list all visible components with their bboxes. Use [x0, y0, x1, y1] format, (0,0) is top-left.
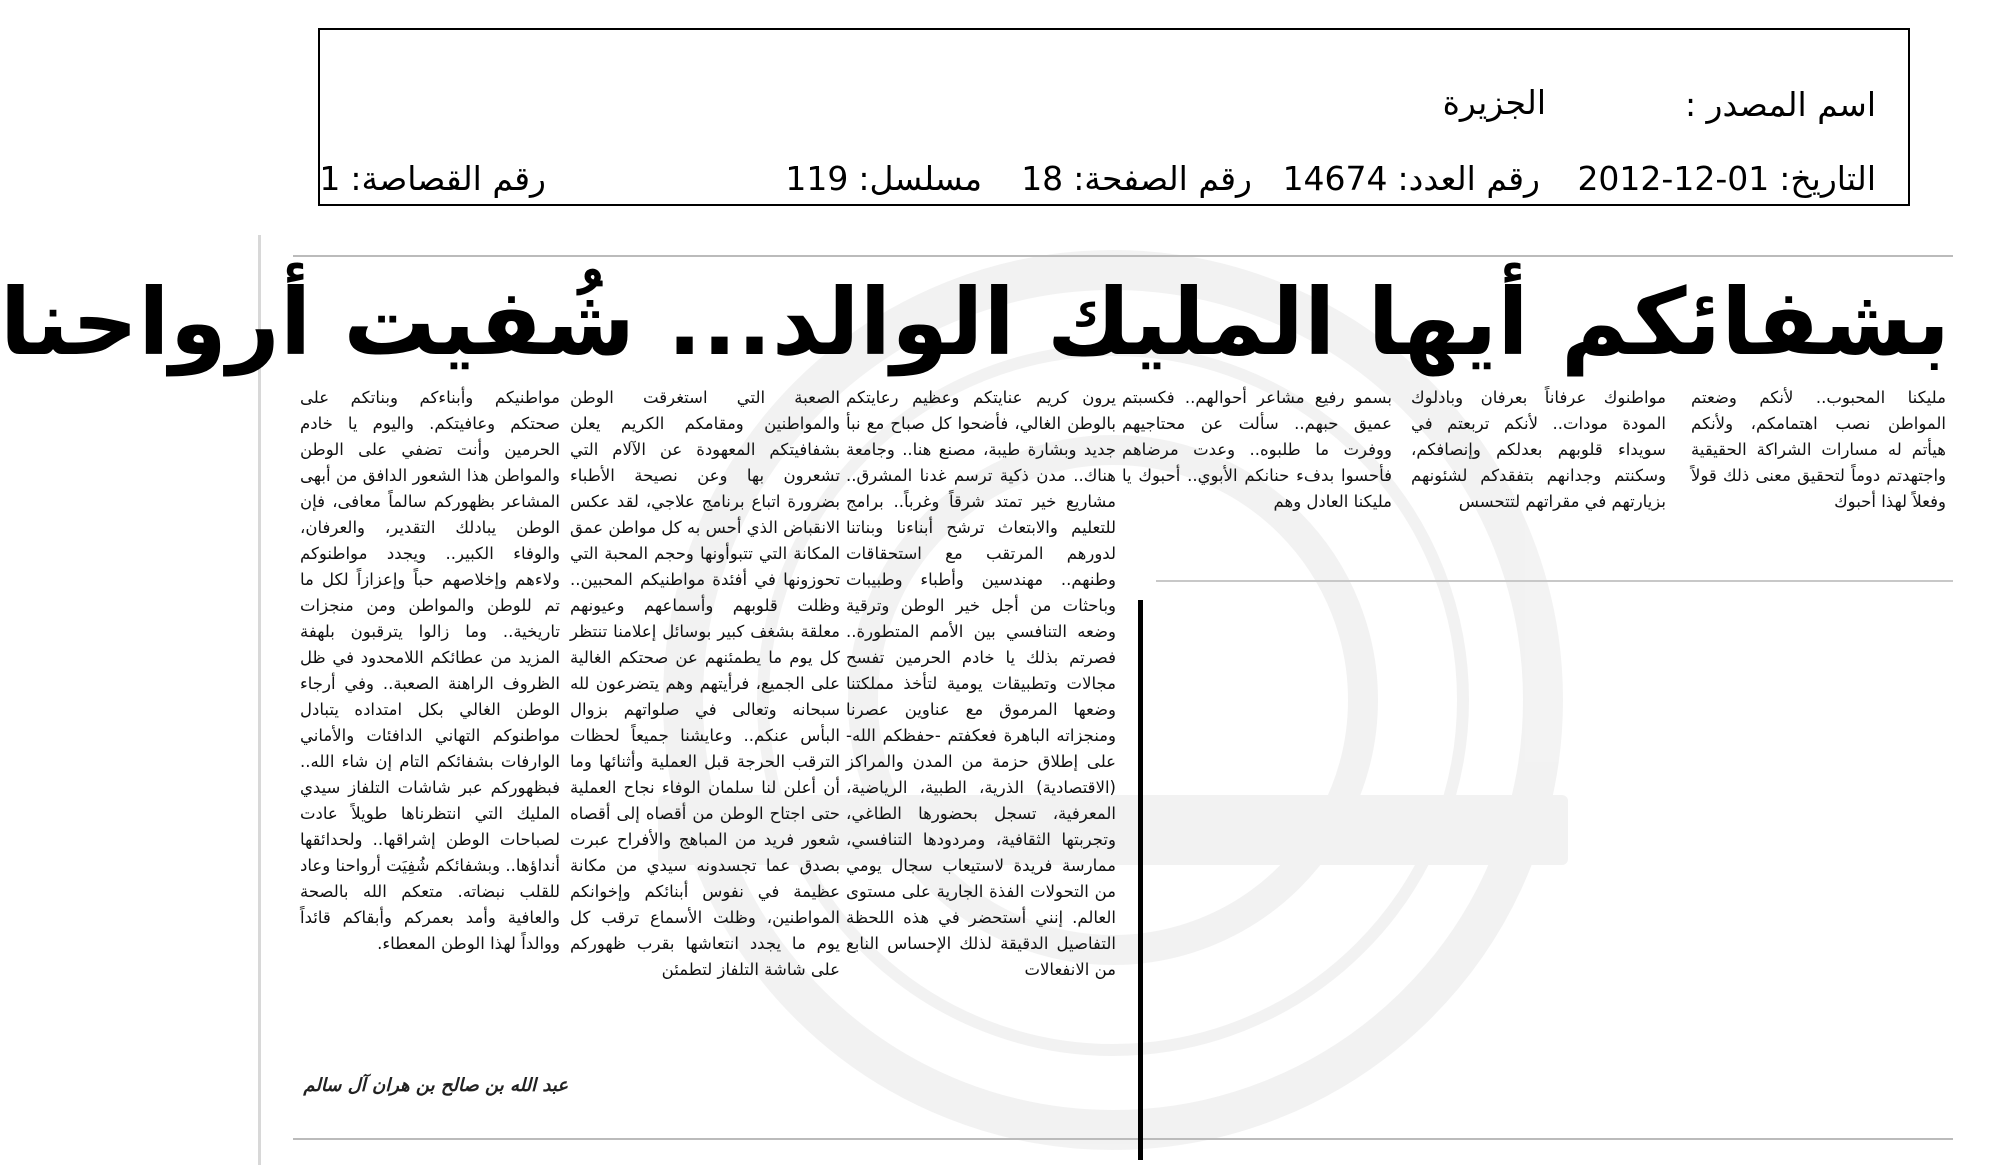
date-label: التاريخ: [1779, 159, 1876, 198]
serial-value: 119 [785, 159, 849, 198]
bottom-rule [293, 1138, 1953, 1140]
clip-label: رقم القصاصة: [350, 159, 546, 198]
article-column-3: بسمو رفيع مشاعر أحوالهم.. فكسبتم عميق حبهم.. سألت عن محتاجيهم ووفرت ما طلبوه.. وعدت مرضاهم فأحسوا بدفء حنانكم الأبوي.. أحبوك يا مليكنا العادل وهم [1122, 388, 1392, 511]
article-column-6: مواطنيكم وأبناءكم وبناتكم على صحتكم وعافيتكم. واليوم يا خادم الحرمين وأنت تضفي على الوطن والمواطن هذا الشعور الدافق من أبهى المشاعر بظهوركم سالماً معافى، فإن الوطن يبادلك التقدير، والعرفان، والوفاء الكبير.. ويجدد مواطنوكم ولاءهم وإخلاصهم حباً وإعزازاً لكل ما تم للوطن والمواطن ومن منجزات تاريخية.. وما زالوا يترقبون بلهفة المزيد من عطائكم اللامحدود في ظل الظروف الراهنة الصعبة.. وفي أرجاء الوطن الغالي بكل امتداده يتبادل مواطنوكم التهاني الدافئات والأماني الوارفات بشفائكم التام إن شاء الله.. فبظهوركم عبر شاشات التلفاز سيدي المليك التي انتظرناها طويلاً عادت لصباحات الوطن إشراقها.. ولحدائقها أنداؤها.. وبشفائكم شُفِيَت أرواحنا وعاد للقلب نبضاته. متعكم الله بالصحة والعافية وأمد بعمركم وأبقاكم قائداً ووالداً لهذا الوطن المعطاء. [300, 388, 560, 953]
page-field [1021, 159, 1252, 198]
source-label: اسم المصدر : [1684, 85, 1876, 124]
issue-value: 14674 [1282, 159, 1388, 198]
clip-value: 1 [319, 159, 341, 198]
issue-field [1282, 159, 1540, 198]
column-divider [1138, 600, 1143, 1160]
article-column-2: مواطنوك عرفاناً بعرفان وبادلوك المودة مودات.. لأنكم تربعتم في سويداء قلوبهم بعدلكم وإنصافكم، وسكنتم وجدانهم بتفقدكم لشئونهم بزيارتهم في مقراتهم لتتحسس [1411, 388, 1666, 511]
article-column-1: مليكنا المحبوب.. لأنكم وضعتم المواطن نصب اهتمامكم، ولأنكم هيأتم له مسارات الشراكة الحقيقية واجتهدتم دوماً لتحقيق معنى ذلك قولاً وفعلاً لهذا أحبوك [1691, 388, 1946, 511]
source-value: الجزيرة [1442, 83, 1546, 122]
top-rule [293, 255, 1953, 257]
page-label: رقم الصفحة: [1073, 159, 1252, 198]
date-value: 2012-12-01 [1577, 159, 1770, 198]
article-column-5: الصعبة التي استغرقت الوطن والمواطنين ومقامكم الكريم يعلن بشفافيتكم المعهودة عن الآلام التي تشعرون بها وعن نصيحة الأطباء بضرورة اتباع برنامج علاجي، لقد عكس الانقباض الذي أحس به كل مواطن عمق المكانة التي تتبوأونها وحجم المحبة التي تحوزونها في أفئدة مواطنيكم المحبين.. وظلت قلوبهم وأسماعهم وعيونهم معلقة بشغف كبير بوسائل إعلامنا تنتظر كل يوم ما يطمئنهم عن صحتكم الغالية على الجميع، فرأيتهم وهم يتضرعون لله سبحانه وتعالى في صلواتهم بزوال البأس عنكم.. وعايشنا جميعاً لحظات الترقب الحرجة قبل العملية وأثنائها وما أن أعلن لنا سلمان الوفاء نجاح العملية حتى اجتاح الوطن من أقصاه إلى أقصاه شعور فريد من المباهج والأفراح عبرت بصدق عما تجسدونه سيدي من مكانة عظيمة في نفوس أبنائكم وإخوانكم المواطنين، وظلت الأسماع ترقب كل يوم ما يجدد انتعاشها بقرب ظهوركم على شاشة التلفاز لتطمئن [570, 388, 840, 979]
newspaper-clipping [0, 235, 1958, 1165]
author-signature: عبد الله بن صالح بن هران آل سالم [303, 1075, 568, 1096]
article-column-4: يرون كريم عنايتكم وعظيم رعايتكم بالوطن الغالي، فأضحوا كل صباح مع نبأ جديد وبشارة طيبة، مصنع هنا.. وجامعة هناك.. مدن ذكية ترسم غدنا المشرق.. مشاريع خير تمتد شرقاً وغرباً.. برامج للتعليم والابتعاث ترشح أبناءنا وبناتنا لدورهم المرتقب مع استحقاقات وطنهم.. مهندسين وأطباء وطبيبات وباحثات من أجل خير الوطن وترقية وضعه التنافسي بين الأمم المتطورة.. فصرتم بذلك يا خادم الحرمين تفسح مجالات وتطبيقات يومية لتأخذ مملكتنا وضعها المرموق مع عناوين عصرنا ومنجزاته الباهرة فعكفتم -حفظكم الله- على إطلاق حزمة من المدن والمراكز (الاقتصادية) الذرية، الطبية، الرياضية، المعرفية، تسجل بحضورها الطاغي، وتجربتها الثقافية، ومردودها التنافسي، ممارسة فريدة لاستيعاب سجال يومي من التحولات الفذة الجارية على مستوى العالم. إنني أستحضر في هذه اللحظة التفاصيل الدقيقة لذلك الإحساس النابع من الانفعالات [846, 388, 1116, 979]
section-rule [1156, 580, 1953, 582]
source-metadata-box [318, 28, 1910, 206]
issue-label: رقم العدد: [1397, 159, 1540, 198]
clip-field [319, 159, 546, 198]
serial-field [785, 159, 982, 198]
article-headline: بشفائكم أيها المليك الوالد... شُفيت أرواحنا [0, 269, 1950, 376]
serial-label: مسلسل: [858, 159, 982, 198]
date-field [1577, 159, 1876, 198]
page-value: 18 [1021, 159, 1064, 198]
